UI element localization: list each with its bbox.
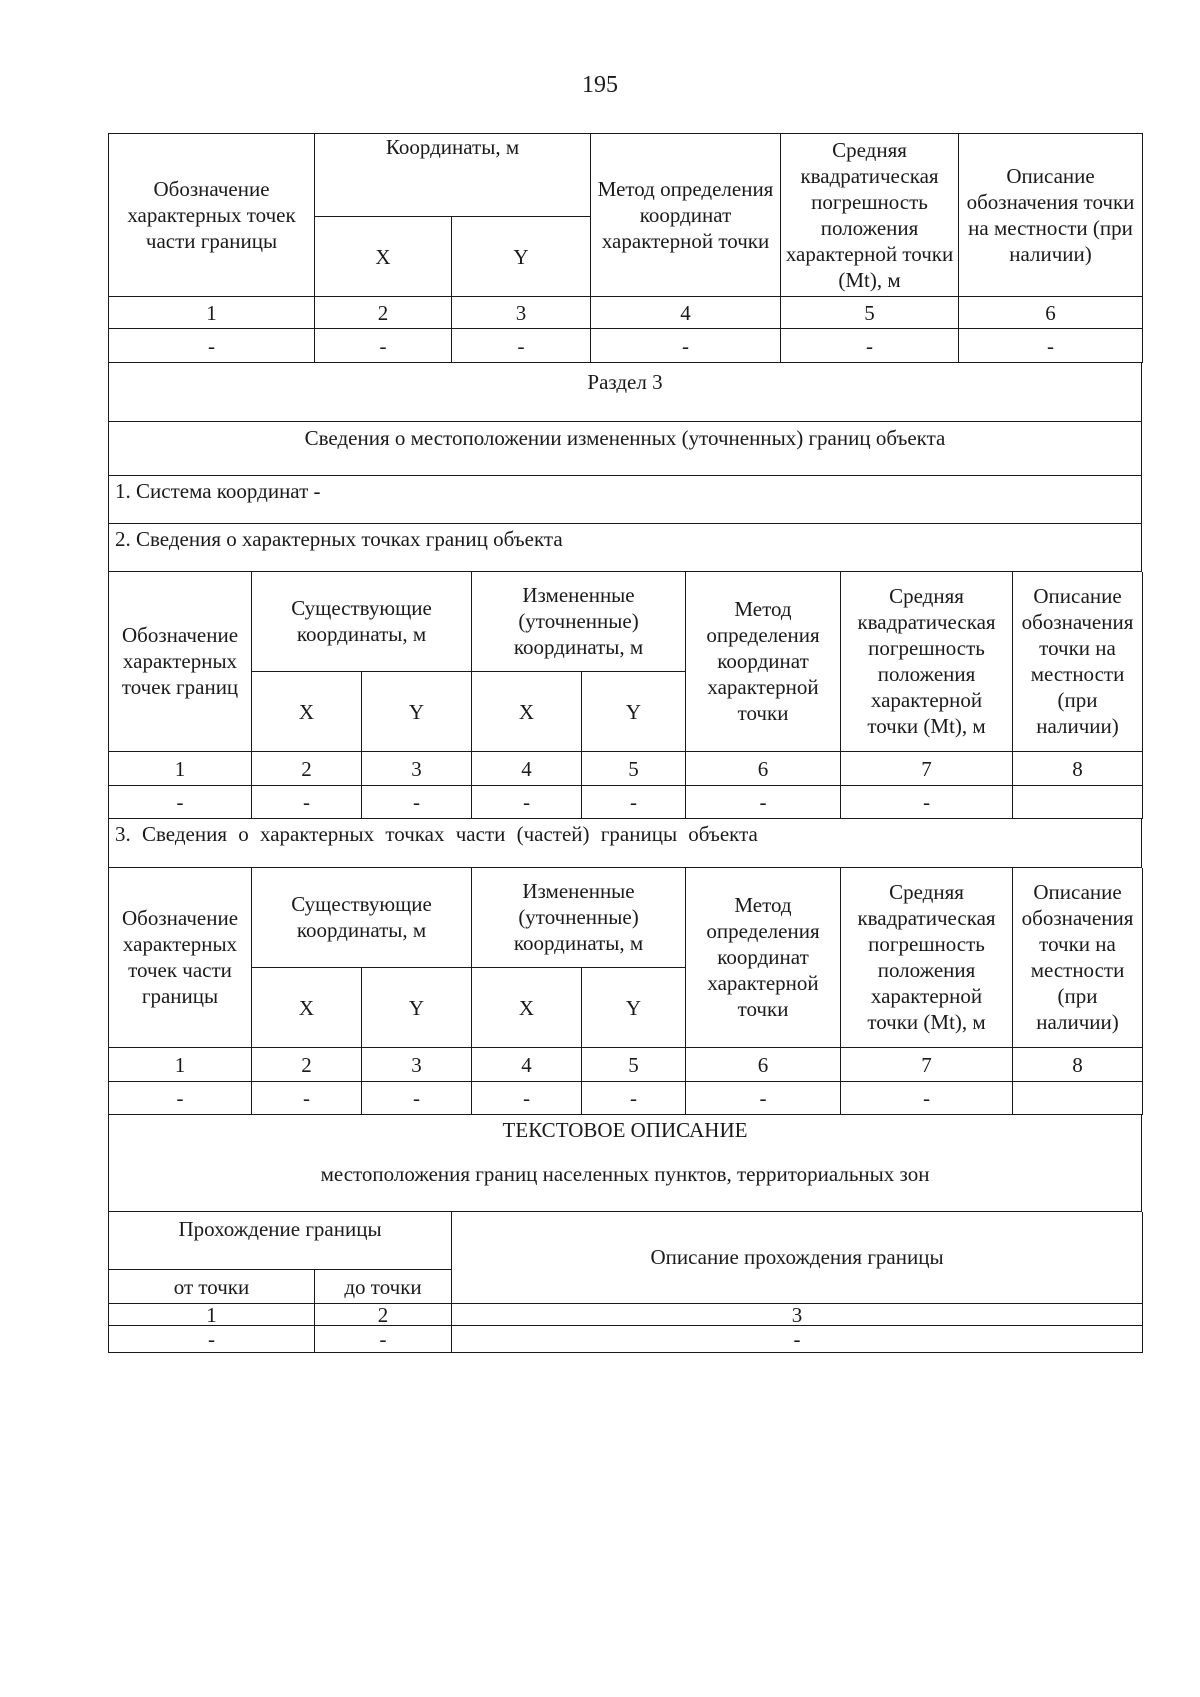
header-coordinates: Координаты, м (315, 134, 591, 217)
table-cell: - (959, 329, 1143, 363)
table-cell: - (686, 1082, 841, 1115)
column-number: 8 (1013, 1048, 1143, 1082)
column-number: 7 (841, 752, 1013, 786)
header-error: Средняя квадратическая погрешность положения характерной точки (Mt), м (841, 868, 1013, 1048)
points-heading: 2. Сведения о характерных точках границ объекта (109, 523, 1142, 571)
text-description-cell (109, 1115, 1142, 1211)
table-cell: - (582, 786, 686, 819)
header-changed-coordinates: Измененные (уточненные) координаты, м (472, 572, 686, 672)
table-cell: - (841, 786, 1013, 819)
column-number: 7 (841, 1048, 1013, 1082)
header-existing-coordinates: Существующие координаты, м (252, 868, 472, 968)
column-number: 2 (315, 297, 452, 329)
column-number: 4 (591, 297, 781, 329)
header-method: Метод определения координат характерной точки (686, 868, 841, 1048)
header-description: Описание обозначения точки на местности (при наличии) (1013, 868, 1143, 1048)
table-row (109, 1326, 1143, 1353)
column-number: 5 (582, 752, 686, 786)
column-number: 5 (781, 297, 959, 329)
header-method: Метод определения координат характерной точки (591, 134, 781, 297)
header-y: Y (362, 968, 472, 1048)
section-3-header (108, 363, 1142, 572)
column-number: 1 (109, 1304, 315, 1326)
table-cell: - (315, 1326, 452, 1353)
column-number: 3 (452, 297, 591, 329)
table-cell: - (362, 1082, 472, 1115)
column-number: 1 (109, 1048, 252, 1082)
header-designation: Обозначение характерных точек границ (109, 572, 252, 752)
header-passage-description: Описание прохождения границы (452, 1212, 1143, 1304)
column-number: 4 (472, 752, 582, 786)
header-changed-coordinates: Измененные (уточненные) координаты, м (472, 868, 686, 968)
table-cell: - (686, 786, 841, 819)
header-x: X (472, 672, 582, 752)
column-number: 1 (109, 297, 315, 329)
text-description-header (108, 1115, 1142, 1212)
column-numbers-row (109, 1048, 1143, 1082)
header-x: X (252, 672, 362, 752)
column-number: 2 (252, 752, 362, 786)
table-cell: - (315, 329, 452, 363)
part-boundary-points-table (108, 868, 1143, 1116)
header-x: X (472, 968, 582, 1048)
table-cell: - (109, 786, 252, 819)
header-designation: Обозначение характерных точек части границы (109, 134, 315, 297)
header-y: Y (582, 672, 686, 752)
header-x: X (315, 217, 452, 297)
table-cell: - (781, 329, 959, 363)
header-designation: Обозначение характерных точек части границы (109, 868, 252, 1048)
text-description-title: ТЕКСТОВОЕ ОПИСАНИЕ (502, 1118, 748, 1142)
column-number: 3 (362, 1048, 472, 1082)
table-cell: - (472, 1082, 582, 1115)
section-title: Раздел 3 (109, 363, 1142, 421)
column-number: 3 (452, 1304, 1143, 1326)
boundary-points-table (108, 572, 1143, 820)
table-row (109, 786, 1143, 819)
document-frame (108, 133, 1142, 1353)
header-error: Средняя квадратическая погрешность положения характерной точки (Mt), м (841, 572, 1013, 752)
column-number: 1 (109, 752, 252, 786)
table-cell: - (109, 329, 315, 363)
table-cell: - (252, 786, 362, 819)
table-cell: - (109, 1326, 315, 1353)
column-number: 6 (686, 1048, 841, 1082)
header-existing-coordinates: Существующие координаты, м (252, 572, 472, 672)
table-cell: - (472, 786, 582, 819)
column-number: 2 (315, 1304, 452, 1326)
column-number: 8 (1013, 752, 1143, 786)
page-number: 195 (582, 72, 618, 98)
header-x: X (252, 968, 362, 1048)
header-from-point: от точки (109, 1270, 315, 1304)
column-number: 4 (472, 1048, 582, 1082)
column-number: 5 (582, 1048, 686, 1082)
coordinates-table-part-boundary (108, 133, 1143, 363)
part-heading-table (108, 819, 1142, 868)
header-method: Метод определения координат характерной точки (686, 572, 841, 752)
column-number: 3 (362, 752, 472, 786)
table-cell: - (362, 786, 472, 819)
table-cell: - (591, 329, 781, 363)
table-cell (1013, 1082, 1143, 1115)
table-cell: - (582, 1082, 686, 1115)
table-cell: - (109, 1082, 252, 1115)
column-number: 6 (959, 297, 1143, 329)
table-cell: - (452, 329, 591, 363)
part-heading: 3. Сведения о характерных точках части (частей) границы объекта (109, 819, 1142, 867)
table-row (109, 329, 1143, 363)
header-error: Средняя квадратическая погрешность положения характерной точки (Mt), м (781, 134, 959, 297)
table-row (109, 1082, 1143, 1115)
column-number: 6 (686, 752, 841, 786)
coordinate-system-line: 1. Система координат - (109, 475, 1142, 523)
boundary-passage-table (108, 1212, 1143, 1354)
header-y: Y (452, 217, 591, 297)
header-passage: Прохождение границы (109, 1212, 452, 1270)
section-subtitle: Сведения о местоположении измененных (уточненных) границ объекта (109, 421, 1142, 475)
header-description: Описание обозначения точки на местности (при наличии) (959, 134, 1143, 297)
header-description: Описание обозначения точки на местности (при наличии) (1013, 572, 1143, 752)
text-description-subtitle: местоположения границ населенных пунктов, территориальных зон (320, 1162, 930, 1186)
header-y: Y (362, 672, 472, 752)
table-cell: - (841, 1082, 1013, 1115)
table-cell: - (252, 1082, 362, 1115)
column-numbers-row (109, 297, 1143, 329)
header-y: Y (582, 968, 686, 1048)
table-cell: - (452, 1326, 1143, 1353)
column-numbers-row (109, 752, 1143, 786)
header-to-point: до точки (315, 1270, 452, 1304)
column-numbers-row (109, 1304, 1143, 1326)
table-cell (1013, 786, 1143, 819)
column-number: 2 (252, 1048, 362, 1082)
